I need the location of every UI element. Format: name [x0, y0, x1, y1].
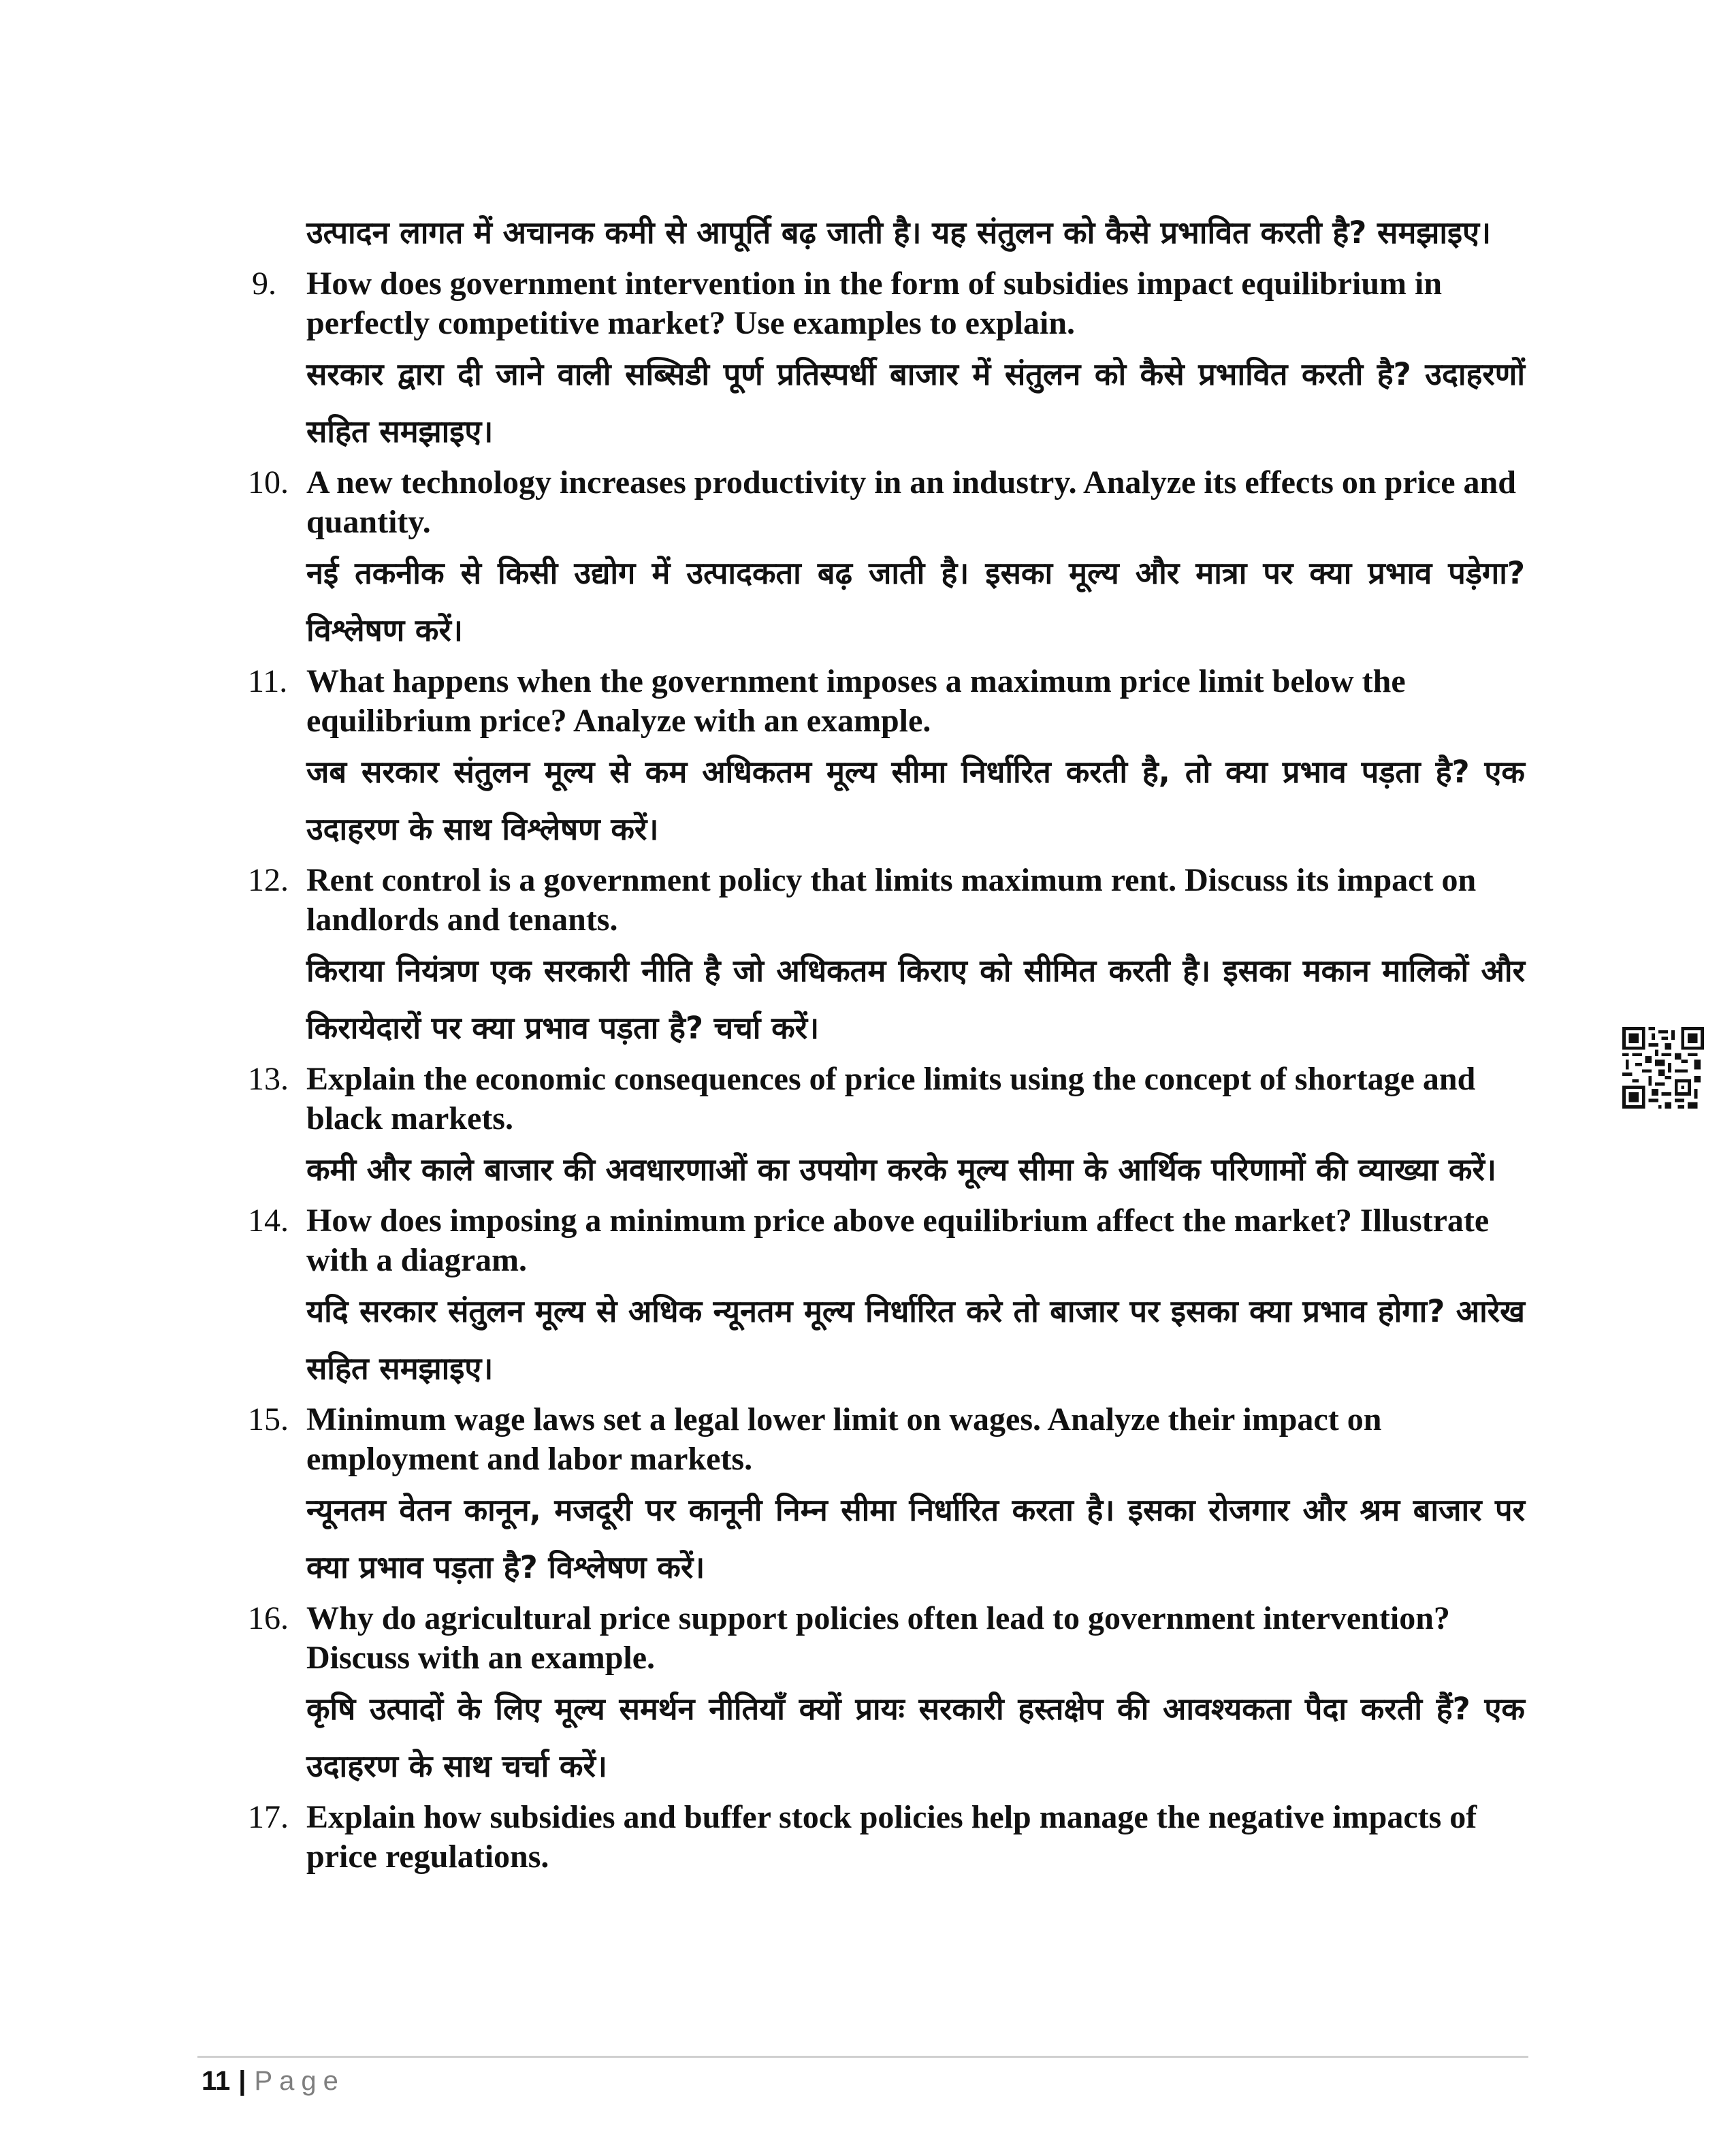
question-body — [306, 1400, 1525, 1596]
question-17 — [248, 1798, 1525, 1879]
question-9 — [252, 264, 1525, 460]
question-12 — [248, 861, 1525, 1057]
question-number: 9. — [252, 266, 276, 302]
question-english: How does government intervention in the form of subsidies impact equilibrium in perfectly competitive market? Use examples to explain. — [306, 266, 1443, 341]
question-hindi: नई तकनीक से किसी उद्योग में उत्पादकता बढ़ जाती है। इसका मूल्य और मात्रा पर क्या प्रभाव पड़ेगा? विश्लेषण करें। — [306, 555, 1525, 648]
question-number: 13. — [248, 1061, 289, 1097]
question-english: Explain how subsidies and buffer stock policies help manage the negative impacts of price regulations. — [306, 1799, 1477, 1875]
question-number: 11. — [248, 663, 288, 699]
page-footer — [202, 2062, 345, 2100]
question-body — [306, 1798, 1525, 1879]
question-16 — [248, 1599, 1525, 1795]
question-hindi: न्यूनतम वेतन कानून, मजदूरी पर कानूनी निम्न सीमा निर्धारित करता है। इसका रोजगार और श्रम बाजार पर क्या प्रभाव पड़ता है? विश्लेषण करें। — [306, 1492, 1525, 1585]
question-hindi: यदि सरकार संतुलन मूल्य से अधिक न्यूनतम मूल्य निर्धारित करे तो बाजार पर इसका क्या प्रभाव होगा? आरेख सहित समझाइए। — [306, 1293, 1525, 1386]
question-body — [306, 861, 1525, 1057]
question-hindi: किराया नियंत्रण एक सरकारी नीति है जो अधिकतम किराए को सीमित करती है। इसका मकान मालिकों और किरायेदारों पर क्या प्रभाव पड़ता है? चर्चा करें। — [306, 953, 1525, 1046]
question-hindi: कृषि उत्पादों के लिए मूल्य समर्थन नीतियाँ क्यों प्रायः सरकारी हस्तक्षेप की आवश्यकता पैदा करती हैं? एक उदाहरण के साथ चर्चा करें। — [306, 1691, 1525, 1784]
question-english: Rent control is a government policy that limits maximum rent. Discuss its impact on landlords and tenants. — [306, 862, 1477, 938]
question-english: How does imposing a minimum price above equilibrium affect the market? Illustrate with a diagram. — [306, 1203, 1490, 1278]
question-body — [306, 1060, 1525, 1198]
question-10 — [248, 463, 1525, 659]
continued-hindi-text: उत्पादन लागत में अचानक कमी से आपूर्ति बढ़ जाती है। यह संतुलन को कैसे प्रभावित करती है? समझाइए। — [306, 214, 1492, 251]
question-15 — [248, 1400, 1525, 1596]
question-14 — [248, 1201, 1525, 1397]
question-11 — [248, 662, 1525, 858]
question-body — [306, 264, 1525, 460]
question-number: 15. — [248, 1401, 289, 1437]
footer-separator: | — [238, 2066, 246, 2096]
question-body — [306, 463, 1525, 659]
question-hindi: कमी और काले बाजार की अवधारणाओं का उपयोग करके मूल्य सीमा के आर्थिक परिणामों की व्याख्या करें। — [306, 1151, 1496, 1188]
footer-divider — [197, 2056, 1528, 2058]
page-content — [248, 204, 1525, 1879]
question-number: 12. — [248, 862, 289, 898]
question-body — [306, 1599, 1525, 1795]
question-body — [306, 662, 1525, 858]
question-english: Why do agricultural price support policies often lead to government intervention? Discuss with an example. — [306, 1600, 1450, 1676]
question-english: A new technology increases productivity in an industry. Analyze its effects on price and quantity. — [306, 464, 1516, 540]
question-number: 14. — [248, 1203, 289, 1239]
question-english: What happens when the government imposes a maximum price limit below the equilibrium price? Analyze with an example. — [306, 663, 1406, 739]
question-body — [306, 1201, 1525, 1397]
page-number: 11 — [202, 2066, 231, 2096]
page-label: Page — [254, 2066, 345, 2096]
question-english: Minimum wage laws set a legal lower limit on wages. Analyze their impact on employment and labor markets. — [306, 1401, 1382, 1477]
question-number: 17. — [248, 1799, 289, 1835]
question-number: 16. — [248, 1600, 289, 1636]
question-number: 10. — [248, 464, 289, 500]
question-13 — [248, 1060, 1525, 1198]
question-hindi: सरकार द्वारा दी जाने वाली सब्सिडी पूर्ण प्रतिस्पर्धी बाजार में संतुलन को कैसे प्रभावित करती है? उदाहरणों सहित समझाइए। — [306, 356, 1525, 449]
question-hindi: जब सरकार संतुलन मूल्य से कम अधिकतम मूल्य सीमा निर्धारित करती है, तो क्या प्रभाव पड़ता है? एक उदाहरण के साथ विश्लेषण करें। — [306, 754, 1525, 847]
question-english: Explain the economic consequences of price limits using the concept of shortage and black markets. — [306, 1061, 1476, 1137]
qr-code-image — [1622, 1027, 1704, 1109]
